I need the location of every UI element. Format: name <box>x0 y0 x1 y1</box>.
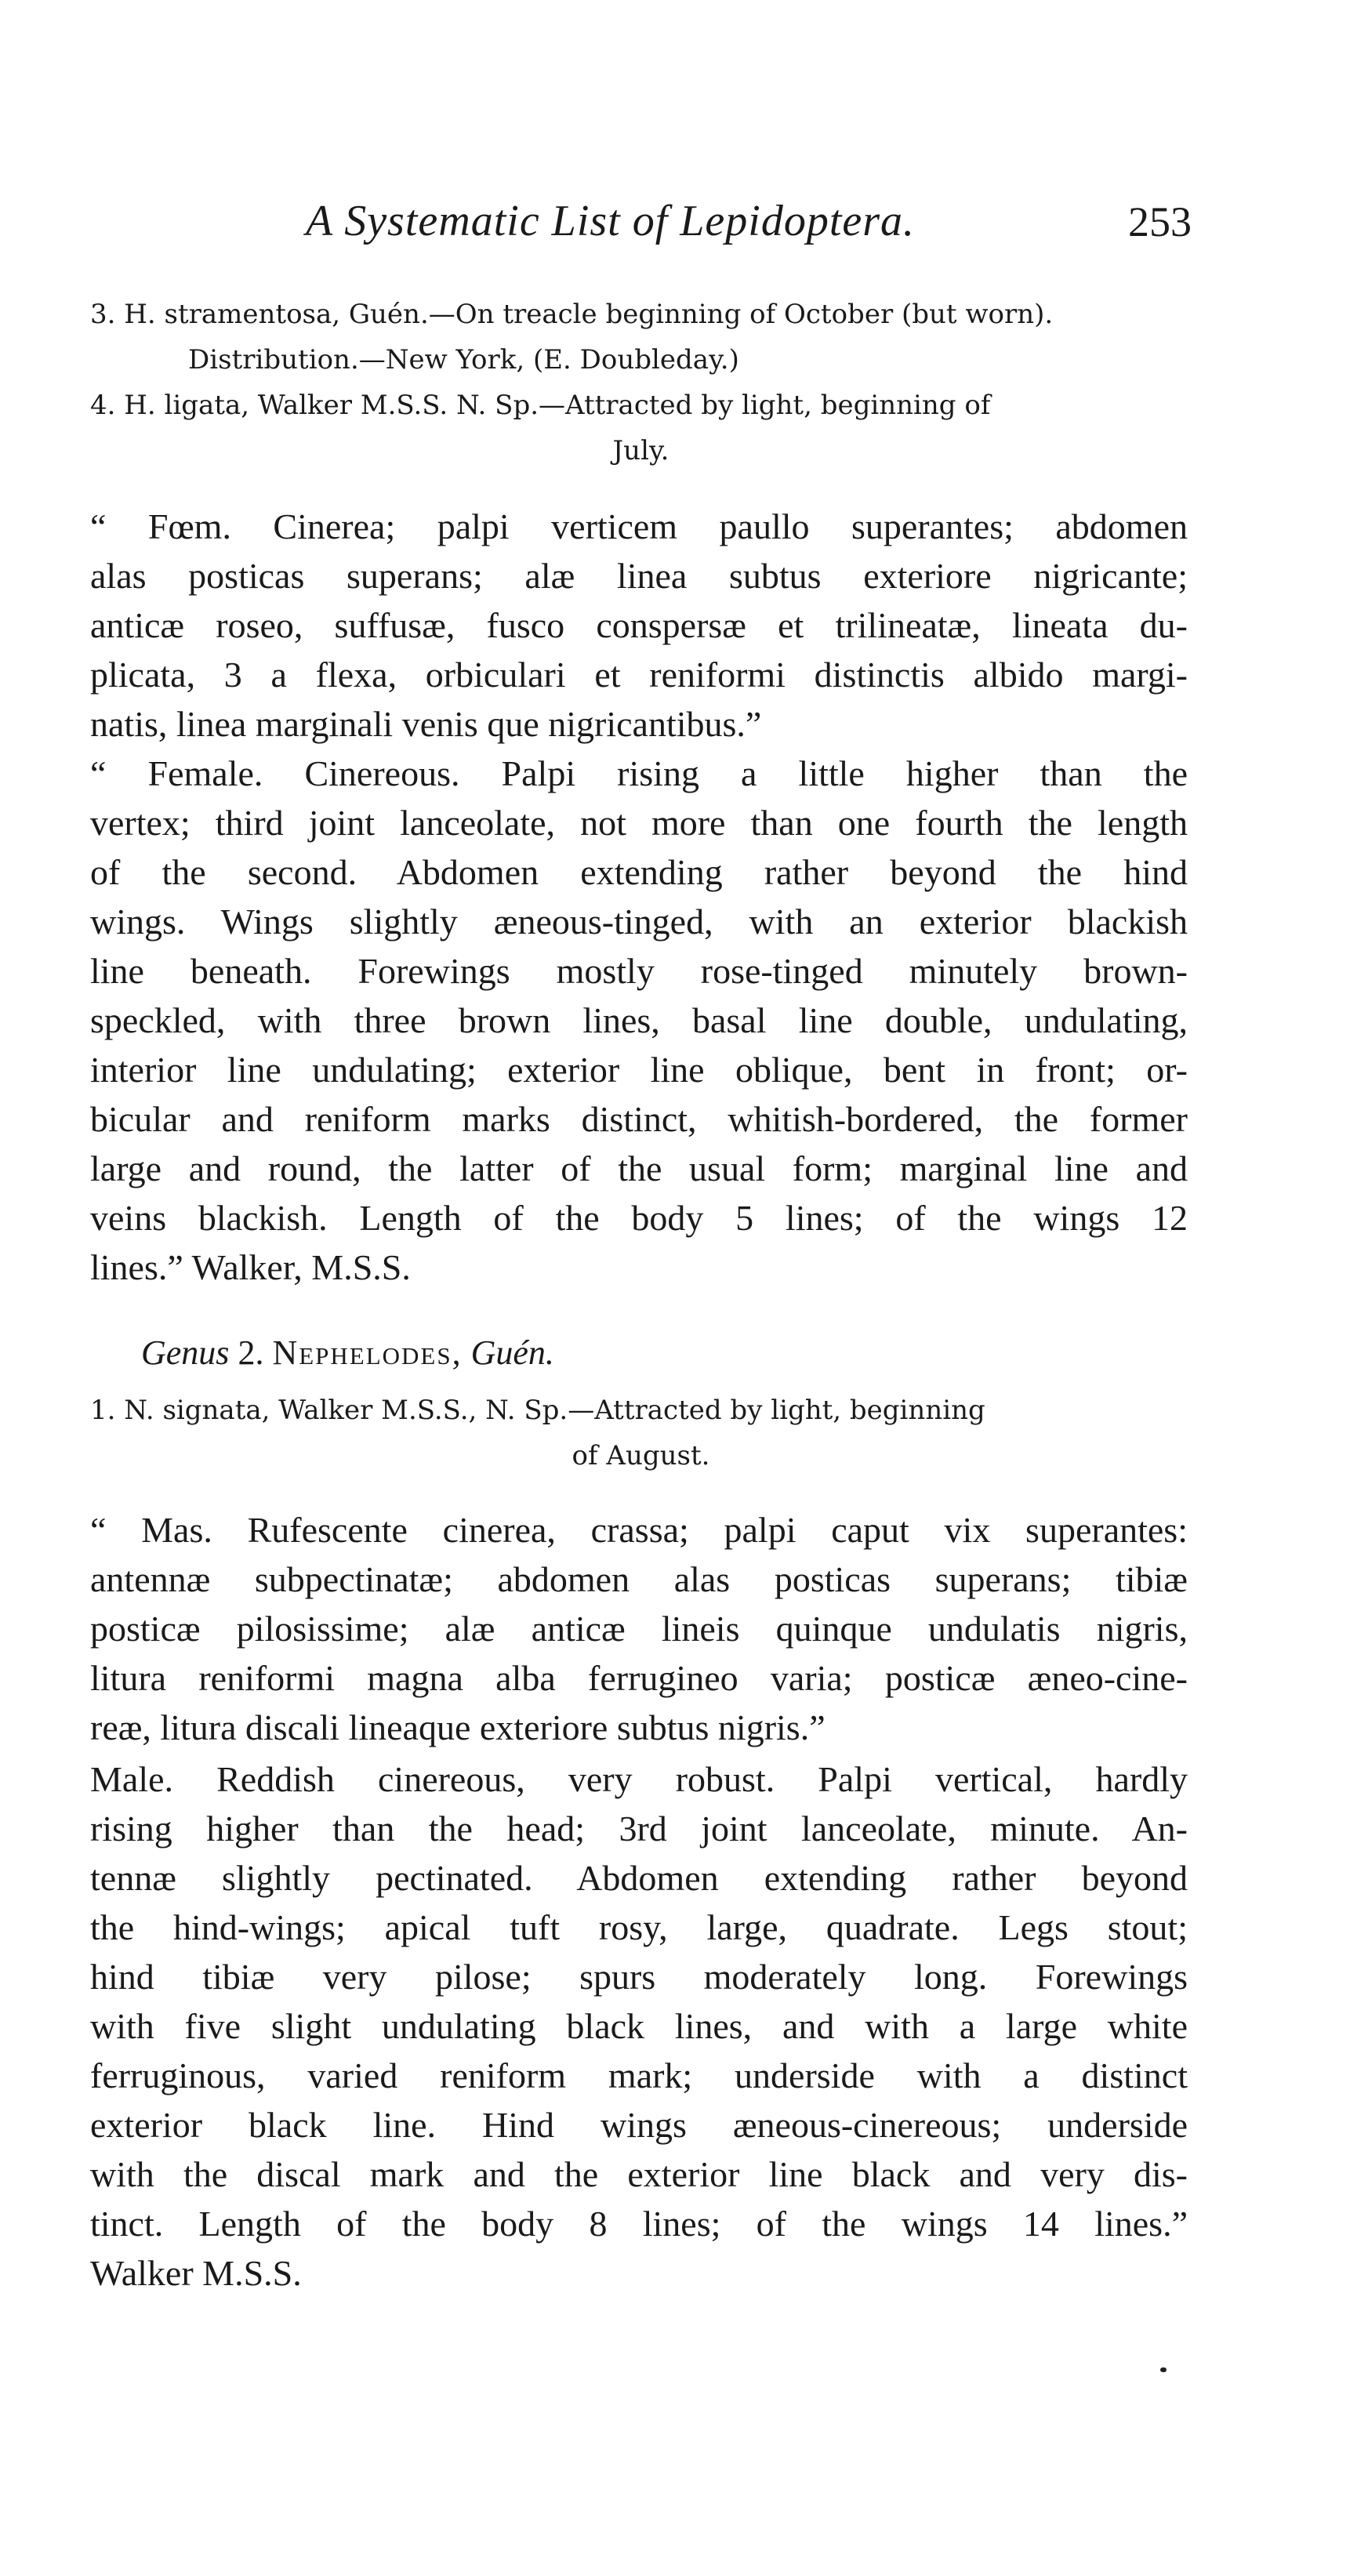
entry-line: 4. H. ligata, Walker M.S.S. N. Sp.—Attracted by light, beginning of <box>90 390 991 421</box>
species-entry-stramentosa <box>90 292 1192 383</box>
text-line: interior line undulating; exterior line oblique, bent in front; or- <box>90 1050 1188 1090</box>
latin-description-male <box>90 1505 1188 1752</box>
genus-author: Guén. <box>470 1333 554 1372</box>
text-line: ferruginous, varied reniform mark; underside with a distinct <box>90 2055 1188 2095</box>
text-line: large and round, the latter of the usual form; marginal line and <box>90 1148 1188 1188</box>
entry-line: Distribution.—New York, (E. Doubleday.) <box>188 344 739 376</box>
text-line: natis, linea marginali venis que nigricantibus.” <box>90 704 762 744</box>
text-line: wings. Wings slightly æneous-tinged, with an exterior blackish <box>90 902 1188 942</box>
genus-label: Genus <box>141 1333 230 1372</box>
genus-number: 2. <box>238 1333 264 1372</box>
text-line: Male. Reddish cinereous, very robust. Palpi vertical, hardly <box>90 1759 1188 1799</box>
text-line: the hind-wings; apical tuft rosy, large, quadrate. Legs stout; <box>90 1907 1188 1947</box>
genus-heading <box>141 1333 554 1373</box>
text-line: vertex; third joint lanceolate, not more than one fourth the length <box>90 803 1188 843</box>
text-line: with five slight undulating black lines, and with a large white <box>90 2006 1188 2046</box>
entry-line: 3. H. stramentosa, Guén.—On treacle beginning of October (but worn). <box>90 299 1054 330</box>
text-line: plicata, 3 a flexa, orbiculari et reniformi distinctis albido margi- <box>90 655 1188 695</box>
english-description-female <box>90 749 1188 1292</box>
text-line: litura reniformi magna alba ferrugineo varia; posticæ æneo-cine- <box>90 1658 1188 1698</box>
text-line: reæ, litura discali lineaque exteriore subtus nigris.” <box>90 1707 826 1747</box>
latin-description-female <box>90 502 1188 749</box>
text-line: line beneath. Forewings mostly rose-tinged minutely brown- <box>90 951 1188 991</box>
page-header <box>94 196 1192 259</box>
species-entry-ligata <box>90 383 1192 473</box>
text-line: lines.” Walker, M.S.S. <box>90 1247 411 1287</box>
page-number: 253 <box>1128 198 1192 245</box>
entry-line: of August. <box>572 1440 710 1471</box>
text-line: rising higher than the head; 3rd joint lanceolate, minute. An- <box>90 1809 1188 1849</box>
text-line: Walker M.S.S. <box>90 2253 302 2293</box>
english-description-male <box>90 1754 1188 2298</box>
text-line: hind tibiæ very pilose; spurs moderately long. Forewings <box>90 1957 1188 1997</box>
entry-line: July. <box>612 435 669 466</box>
text-line: “ Mas. Rufescente cinerea, crassa; palpi caput vix superantes: <box>90 1510 1188 1550</box>
text-line: exterior black line. Hind wings æneous-cinereous; underside <box>90 2105 1188 2145</box>
text-line: antennæ subpectinatæ; abdomen alas posticas superans; tibiæ <box>90 1559 1188 1599</box>
text-line: bicular and reniform marks distinct, whitish-bordered, the former <box>90 1099 1188 1139</box>
text-line: veins blackish. Length of the body 5 lines; of the wings 12 <box>90 1198 1188 1238</box>
species-entry-signata <box>90 1388 1192 1478</box>
text-line: tennæ slightly pectinated. Abdomen extending rather beyond <box>90 1858 1188 1898</box>
text-line: “ Fœm. Cinerea; palpi verticem paullo superantes; abdomen <box>90 506 1188 546</box>
text-line: alas posticas superans; alæ linea subtus exteriore nigricante; <box>90 556 1188 596</box>
ink-speck <box>1160 2367 1167 2372</box>
text-line: posticæ pilosissime; alæ anticæ lineis quinque undulatis nigris, <box>90 1609 1188 1649</box>
text-line: with the discal mark and the exterior line black and very dis- <box>90 2154 1188 2194</box>
entry-line: 1. N. signata, Walker M.S.S., N. Sp.—Attracted by light, beginning <box>90 1395 985 1426</box>
genus-name: Nephelodes, <box>272 1333 463 1372</box>
text-line: “ Female. Cinereous. Palpi rising a little higher than the <box>90 753 1188 793</box>
running-title: A Systematic List of Lepidoptera. <box>306 197 916 245</box>
text-line: anticæ roseo, suffusæ, fusco conspersæ et trilineatæ, lineata du- <box>90 605 1188 645</box>
text-line: tinct. Length of the body 8 lines; of the wings 14 lines.” <box>90 2204 1188 2244</box>
text-line: speckled, with three brown lines, basal line double, undulating, <box>90 1000 1188 1040</box>
text-line: of the second. Abdomen extending rather beyond the hind <box>90 852 1188 892</box>
